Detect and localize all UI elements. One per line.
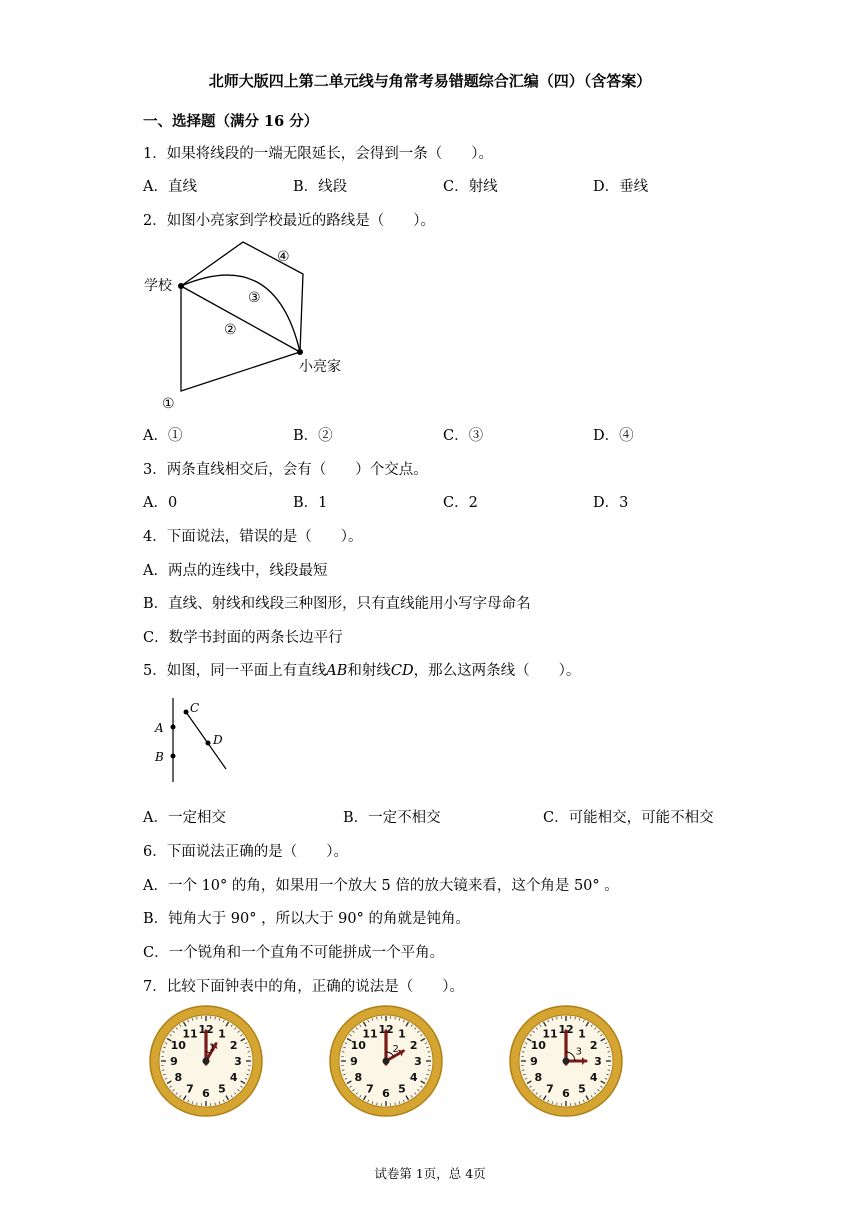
q5-option-b[interactable]: B．一定不相交 — [343, 810, 441, 826]
page-footer: 试卷第 1页，总 4页 — [374, 1166, 486, 1181]
q4-option-a[interactable]: A．两点的连线中，线段最短 — [143, 563, 328, 579]
q6-option-b[interactable]: B．钝角大于 90° ，所以大于 90° 的角就是钝角。 — [143, 911, 470, 927]
q2-option-b[interactable]: B．② — [293, 428, 333, 444]
ray-cd-label: CD — [390, 663, 414, 679]
q3-option-c[interactable]: C．2 — [443, 495, 478, 511]
route-label-3: ③ — [248, 290, 261, 306]
clock-number: 4 — [589, 1071, 598, 1084]
clock-3 — [505, 1003, 630, 1121]
clock-number: 6 — [562, 1087, 570, 1100]
q2-option-c[interactable]: C．③ — [443, 428, 484, 444]
section-heading: 一、选择题（满分 16 分） — [143, 113, 319, 130]
question-3-stem: 3．两条直线相交后，会有（ ）个交点。 — [143, 462, 428, 478]
q3-option-d[interactable]: D．3 — [593, 495, 629, 511]
clock-1 — [145, 1003, 270, 1121]
clock-number: 8 — [534, 1071, 543, 1084]
clock-number: 4 — [409, 1071, 418, 1084]
clock-number: 4 — [229, 1071, 238, 1084]
route-2-path — [181, 286, 300, 352]
clock-number: 8 — [354, 1071, 363, 1084]
angle-label: 3 — [575, 1046, 582, 1058]
q1-option-a[interactable]: A．直线 — [143, 179, 197, 195]
route-figure — [140, 236, 360, 414]
question-7-stem: 7．比较下面钟表中的角，正确的说法是（ ）。 — [143, 979, 464, 995]
q5-stem-prefix: 5．如图，同一平面上有直线 — [143, 663, 327, 679]
clock-number: 7 — [186, 1082, 194, 1096]
q5-option-c[interactable]: C．可能相交，可能不相交 — [543, 810, 714, 826]
question-4-stem: 4．下面说法，错误的是（ ）。 — [143, 529, 363, 545]
clock-number: 12 — [558, 1023, 574, 1036]
question-5-stem — [143, 659, 580, 680]
route-3-path — [181, 275, 300, 352]
clock-number: 11 — [362, 1027, 378, 1041]
clock-number: 3 — [234, 1055, 242, 1068]
clock-number: 12 — [378, 1023, 394, 1036]
q1-option-c[interactable]: C．射线 — [443, 179, 498, 195]
angle-label: 2 — [392, 1044, 399, 1056]
q3-option-b[interactable]: B．1 — [293, 495, 328, 511]
q6-option-a[interactable]: A．一个 10° 的角，如果用一个放大 5 倍的放大镜来看，这个角是 50° 。 — [143, 878, 619, 894]
q6-option-c[interactable]: C．一个锐角和一个直角不可能拼成一个平角。 — [143, 945, 445, 961]
clock-number: 1 — [398, 1027, 406, 1041]
clock-center — [203, 1058, 210, 1065]
clock-number: 11 — [182, 1027, 198, 1041]
clock-number: 6 — [202, 1087, 210, 1100]
q2-option-a[interactable]: A．① — [143, 428, 183, 444]
school-point — [178, 283, 184, 289]
clock-number: 10 — [530, 1039, 546, 1052]
clock-number: 3 — [594, 1055, 602, 1068]
clock-number: 2 — [229, 1039, 238, 1052]
question-2-stem: 2．如图小亮家到学校最近的路线是（ ）。 — [143, 213, 435, 229]
clock-number: 2 — [589, 1039, 598, 1052]
route-1-path — [181, 286, 300, 391]
home-point — [297, 349, 303, 355]
line-ray-figure — [148, 694, 238, 786]
clock-number: 10 — [170, 1039, 186, 1052]
question-1-stem: 1．如果将线段的一端无限延长，会得到一条（ ）。 — [143, 146, 493, 162]
clock-number: 11 — [542, 1027, 558, 1041]
clock-number: 9 — [530, 1055, 538, 1068]
clock-number: 7 — [366, 1082, 374, 1096]
q1-option-d[interactable]: D．垂线 — [593, 179, 649, 195]
clock-number: 12 — [198, 1023, 214, 1036]
q2-option-d[interactable]: D．④ — [593, 428, 634, 444]
question-6-stem: 6．下面说法正确的是（ ）。 — [143, 844, 348, 860]
clock-number: 9 — [170, 1055, 178, 1068]
q3-option-a[interactable]: A．0 — [143, 495, 178, 511]
line-ab-label: AB — [326, 663, 348, 679]
clock-number: 1 — [218, 1027, 226, 1041]
q5-stem-suffix: ，那么这两条线（ ）。 — [413, 663, 581, 679]
clock-number: 5 — [398, 1082, 406, 1096]
q4-option-b[interactable]: B．直线、射线和线段三种图形，只有直线能用小写字母命名 — [143, 596, 531, 612]
clock-number: 7 — [546, 1082, 554, 1096]
clock-number: 5 — [218, 1082, 226, 1096]
clock-number: 5 — [578, 1082, 586, 1096]
clock-number: 10 — [350, 1039, 366, 1052]
q4-option-c[interactable]: C．数学书封面的两条长边平行 — [143, 630, 343, 646]
clock-number: 9 — [350, 1055, 358, 1068]
q1-option-b[interactable]: B．线段 — [293, 179, 348, 195]
home-label: 小亮家 — [299, 359, 341, 375]
clock-center — [563, 1058, 570, 1065]
clock-number: 3 — [414, 1055, 422, 1068]
route-label-4: ④ — [277, 249, 290, 265]
clock-center — [383, 1058, 390, 1065]
clock-2 — [325, 1003, 450, 1121]
school-label: 学校 — [144, 278, 172, 294]
q5-stem-mid: 和射线 — [347, 663, 391, 679]
q5-option-a[interactable]: A．一定相交 — [143, 810, 226, 826]
route-label-2: ② — [224, 322, 237, 338]
route-label-1: ① — [162, 396, 175, 412]
angle-label: 1 — [208, 1042, 216, 1054]
clock-number: 1 — [578, 1027, 586, 1041]
clock-number: 8 — [174, 1071, 183, 1084]
point-d-label: D — [213, 733, 223, 747]
clock-number: 6 — [382, 1087, 390, 1100]
page-title: 北师大版四上第二单元线与角常考易错题综合汇编（四）（含答案） — [208, 72, 652, 90]
point-a-label: A — [155, 721, 164, 735]
point-c-label: C — [190, 701, 200, 715]
point-b-label: B — [155, 750, 164, 764]
clock-number: 2 — [409, 1039, 418, 1052]
